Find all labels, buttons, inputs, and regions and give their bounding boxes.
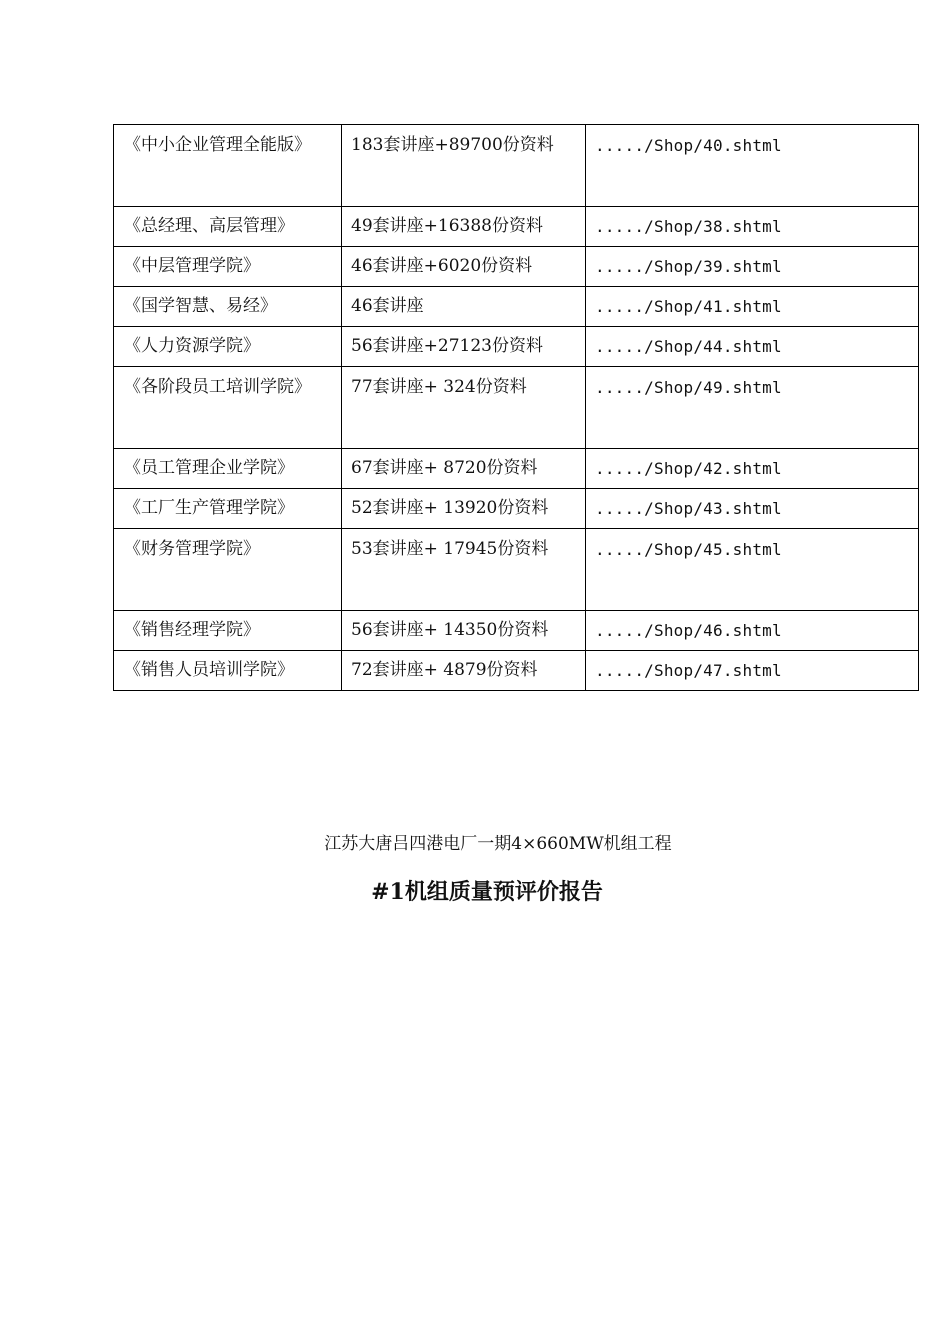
document-subtitle: 江苏大唐吕四港电厂一期4×660MW机组工程 [324, 834, 672, 854]
course-count: 46套讲座 [342, 287, 586, 327]
course-count: 183套讲座+89700份资料 [342, 125, 586, 207]
course-link[interactable]: ...../Shop/44.shtml [586, 327, 919, 367]
course-link[interactable]: ...../Shop/47.shtml [586, 651, 919, 691]
table-row [114, 207, 919, 247]
course-name: 《员工管理企业学院》 [114, 449, 342, 489]
course-name: 《国学智慧、易经》 [114, 287, 342, 327]
course-count: 72套讲座+ 4879份资料 [342, 651, 586, 691]
course-name: 《各阶段员工培训学院》 [114, 367, 342, 449]
table-row [114, 327, 919, 367]
course-link[interactable]: ...../Shop/46.shtml [586, 611, 919, 651]
course-name: 《中小企业管理全能版》 [114, 125, 342, 207]
course-link[interactable]: ...../Shop/45.shtml [586, 529, 919, 611]
course-link[interactable]: ...../Shop/39.shtml [586, 247, 919, 287]
course-count: 56套讲座+ 14350份资料 [342, 611, 586, 651]
course-name: 《财务管理学院》 [114, 529, 342, 611]
course-link[interactable]: ...../Shop/42.shtml [586, 449, 919, 489]
course-table [113, 124, 919, 691]
course-name: 《销售经理学院》 [114, 611, 342, 651]
course-name: 《总经理、高层管理》 [114, 207, 342, 247]
course-name: 《人力资源学院》 [114, 327, 342, 367]
table-row [114, 367, 919, 449]
table-row [114, 449, 919, 489]
course-count: 77套讲座+ 324份资料 [342, 367, 586, 449]
course-count: 56套讲座+27123份资料 [342, 327, 586, 367]
table-row [114, 489, 919, 529]
table-row [114, 287, 919, 327]
document-title: #1机组质量预评价报告 [371, 879, 603, 905]
course-table-body [114, 125, 919, 691]
course-name: 《工厂生产管理学院》 [114, 489, 342, 529]
table-row [114, 611, 919, 651]
table-row [114, 125, 919, 207]
course-link[interactable]: ...../Shop/41.shtml [586, 287, 919, 327]
course-link[interactable]: ...../Shop/38.shtml [586, 207, 919, 247]
course-link[interactable]: ...../Shop/40.shtml [586, 125, 919, 207]
course-count: 67套讲座+ 8720份资料 [342, 449, 586, 489]
table-row [114, 247, 919, 287]
course-count: 52套讲座+ 13920份资料 [342, 489, 586, 529]
course-link[interactable]: ...../Shop/49.shtml [586, 367, 919, 449]
course-name: 《中层管理学院》 [114, 247, 342, 287]
course-name: 《销售人员培训学院》 [114, 651, 342, 691]
course-count: 46套讲座+6020份资料 [342, 247, 586, 287]
course-count: 49套讲座+16388份资料 [342, 207, 586, 247]
course-link[interactable]: ...../Shop/43.shtml [586, 489, 919, 529]
course-count: 53套讲座+ 17945份资料 [342, 529, 586, 611]
table-row [114, 529, 919, 611]
table-row [114, 651, 919, 691]
